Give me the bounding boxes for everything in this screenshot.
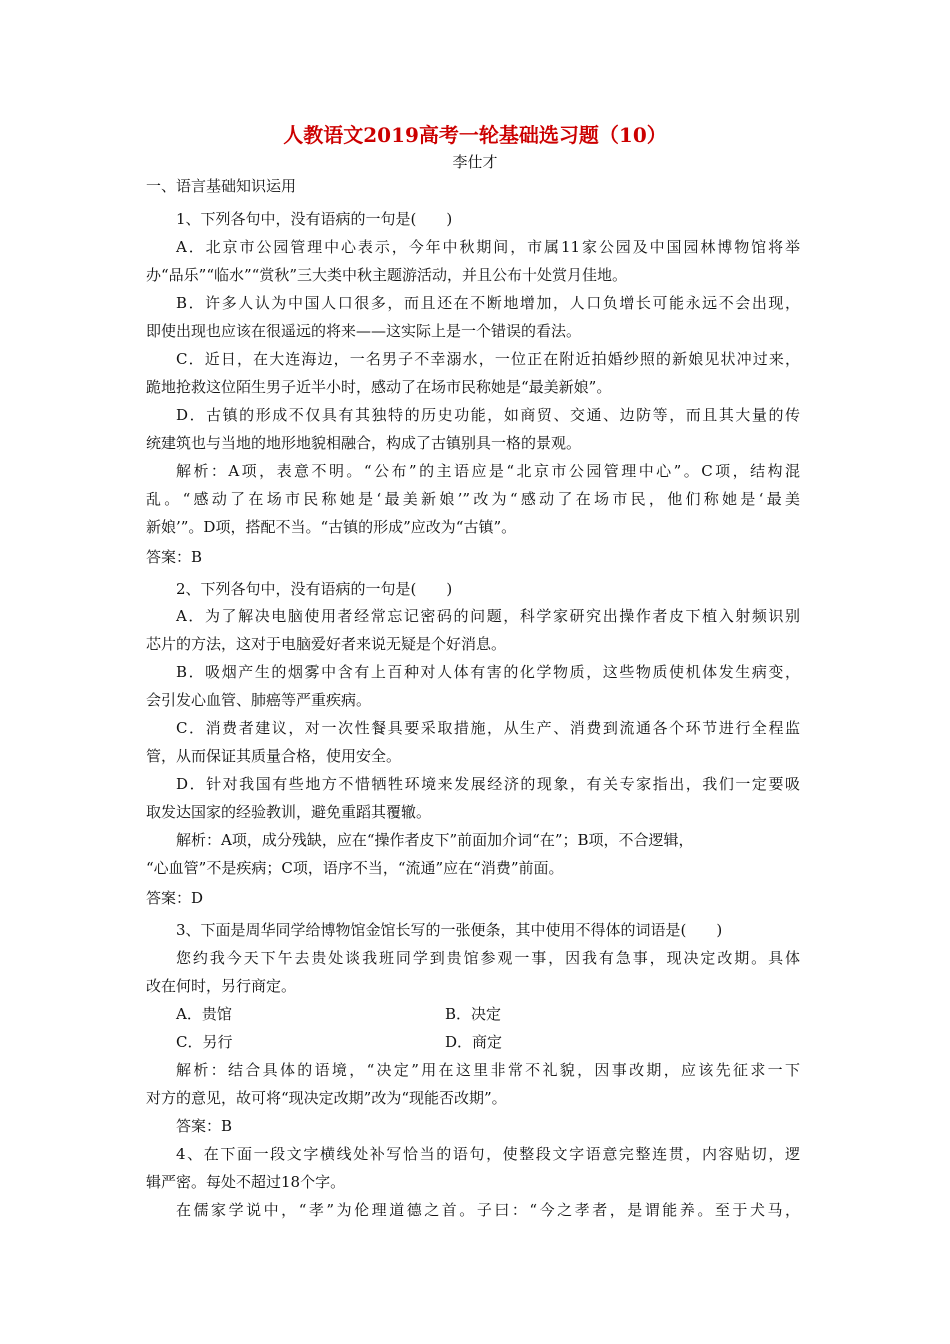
q1-option-b-line2: 即使出现也应该在很遥远的将来——这实际上是一个错误的看法。	[146, 322, 582, 340]
q2-stem: 2、下列各句中，没有语病的一句是( )	[176, 580, 453, 598]
q4-passage-line1: 在儒家学说中，“孝”为伦理道德之首。子曰：“今之孝者，是谓能养。至于犬马，	[176, 1201, 800, 1219]
q2-option-d-line2: 取发达国家的经验教训，避免重蹈其覆辙。	[146, 803, 432, 821]
q1-option-d-line1: D．古镇的形成不仅具有其独特的历史功能，如商贸、交通、边防等，而且其大量的传	[176, 406, 800, 424]
q3-explanation-line1: 解析：结合具体的语境，“决定”用在这里非常不礼貌，因事改期，应该先征求一下	[176, 1061, 800, 1079]
q2-option-a-line2: 芯片的方法，这对于电脑爱好者来说无疑是个好消息。	[146, 635, 507, 653]
q1-explanation-line2: 乱。“感动了在场市民称她是‘最美新娘’”改为“感动了在场市民，他们称她是‘最美	[146, 490, 800, 508]
document-title: 人教语文2019高考一轮基础选习题（10）	[283, 123, 667, 147]
section-heading: 一、语言基础知识运用	[146, 177, 297, 195]
q1-answer: 答案：B	[146, 548, 203, 566]
q3-passage-line2: 改在何时，另行商定。	[146, 977, 297, 995]
q2-answer: 答案：D	[146, 889, 204, 907]
q2-option-c-line2: 管，从而保证其质量合格，使用安全。	[146, 747, 402, 765]
q3-option-a: A．贵馆	[176, 1005, 232, 1023]
q2-option-b-line1: B．吸烟产生的烟雾中含有上百种对人体有害的化学物质，这些物质使机体发生病变，	[176, 663, 800, 681]
q1-option-d-line2: 统建筑也与当地的地形地貌相融合，构成了古镇别具一格的景观。	[146, 434, 582, 452]
q4-stem-line2: 辑严密。每处不超过18个字。	[146, 1173, 346, 1191]
q2-option-d-line1: D．针对我国有些地方不惜牺牲环境来发展经济的现象，有关专家指出，我们一定要吸	[176, 775, 800, 793]
q2-option-b-line2: 会引发心血管、肺癌等严重疾病。	[146, 691, 372, 709]
q3-stem: 3、下面是周华同学给博物馆金馆长写的一张便条，其中使用不得体的词语是( )	[176, 921, 723, 939]
q3-option-b: B．决定	[445, 1005, 502, 1023]
q2-option-c-line1: C．消费者建议，对一次性餐具要采取措施，从生产、消费到流通各个环节进行全程监	[176, 719, 800, 737]
q2-option-a-line1: A．为了解决电脑使用者经常忘记密码的问题，科学家研究出操作者皮下植入射频识别	[176, 607, 800, 625]
q3-option-c: C．另行	[176, 1033, 233, 1051]
q1-explanation-line3: 新娘’”。D项，搭配不当。“古镇的形成”应改为“古镇”。	[146, 518, 517, 536]
q3-option-d: D．商定	[445, 1033, 503, 1051]
q1-stem: 1、下列各句中，没有语病的一句是( )	[176, 210, 453, 228]
q1-option-a-line2: 办“品乐”“临水”“赏秋”三大类中秋主题游活动，并且公布十处赏月佳地。	[146, 266, 628, 284]
q3-passage-line1: 您约我今天下午去贵处谈我班同学到贵馆参观一事，因我有急事，现决定改期。具体	[176, 949, 800, 967]
q3-answer: 答案：B	[176, 1117, 233, 1135]
q3-explanation-line2: 对方的意见，故可将“现决定改期”改为“现能否改期”。	[146, 1089, 507, 1107]
q1-option-c-line1: C．近日，在大连海边，一名男子不幸溺水，一位正在附近拍婚纱照的新娘见状冲过来，	[176, 350, 800, 368]
q2-explanation-line1: 解析：A项，成分残缺，应在“操作者皮下”前面加介词“在”；B项，不合逻辑，	[176, 831, 694, 849]
q2-explanation-line2: “心血管”不是疾病；C项，语序不当，“流通”应在“消费”前面。	[146, 859, 564, 877]
author-name: 李仕才	[452, 153, 498, 171]
q4-stem-line1: 4、在下面一段文字横线处补写恰当的语句，使整段文字语意完整连贯，内容贴切，逻	[176, 1145, 800, 1163]
q1-explanation-line1: 解析：A项，表意不明。“公布”的主语应是“北京市公园管理中心”。C项，结构混	[176, 462, 800, 480]
q1-option-b-line1: B．许多人认为中国人口很多，而且还在不断地增加，人口负增长可能永远不会出现，	[176, 294, 800, 312]
q1-option-a-line1: A．北京市公园管理中心表示，今年中秋期间，市属11家公园及中国园林博物馆将举	[176, 238, 800, 256]
q1-option-c-line2: 跪地抢救这位陌生男子近半小时，感动了在场市民称她是“最美新娘”。	[146, 378, 612, 396]
